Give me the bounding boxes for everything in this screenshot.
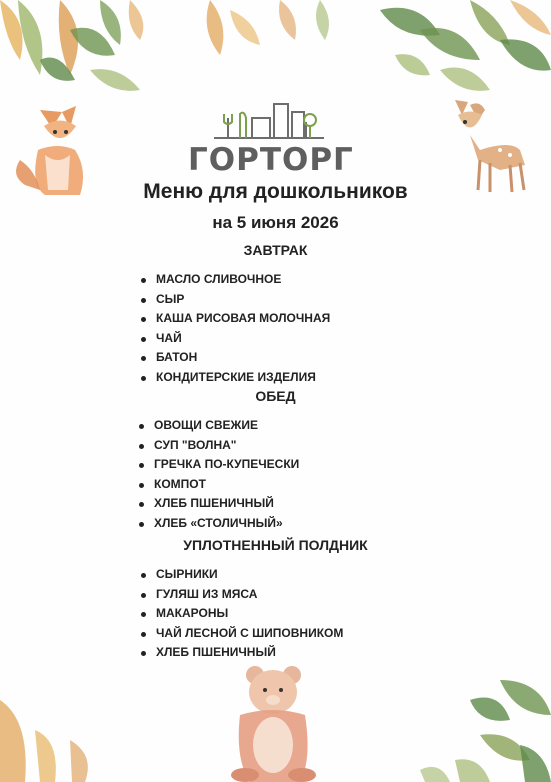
section-title-breakfast: ЗАВТРАК xyxy=(243,242,308,258)
menu-date: на 5 июня 2026 xyxy=(212,213,339,232)
deer-illustration xyxy=(455,100,525,192)
breakfast-list xyxy=(138,270,330,387)
list-item: ЧАЙ ЛЕСНОЙ С ШИПОВНИКОМ xyxy=(138,624,343,644)
bottom-left-leaves xyxy=(0,700,88,782)
top-left-leaves xyxy=(0,0,143,91)
list-item: СЫР xyxy=(138,290,330,310)
list-item: КАША РИСОВАЯ МОЛОЧНАЯ xyxy=(138,309,330,329)
section-title-lunch: ОБЕД xyxy=(255,388,296,404)
list-item: МАКАРОНЫ xyxy=(138,604,343,624)
list-item: КОМПОТ xyxy=(136,475,299,495)
list-item: ХЛЕБ ПШЕНИЧНЫЙ xyxy=(136,494,299,514)
list-item: ГРЕЧКА ПО-КУПЕЧЕСКИ xyxy=(136,455,299,475)
lunch-list xyxy=(136,416,299,533)
list-item: СУП "ВОЛНА" xyxy=(136,436,299,456)
list-item: БАТОН xyxy=(138,348,330,368)
top-right-leaves xyxy=(380,0,551,91)
city-fork-logo-icon xyxy=(188,100,348,144)
list-item: СЫРНИКИ xyxy=(138,565,343,585)
list-item: ХЛЕБ «СТОЛИЧНЫЙ» xyxy=(136,514,299,534)
snack-list xyxy=(138,565,343,663)
page-title: Меню для дошкольников xyxy=(143,180,408,203)
bear-illustration xyxy=(231,666,316,782)
list-item: ХЛЕБ ПШЕНИЧНЫЙ xyxy=(138,643,343,663)
list-item: ОВОЩИ СВЕЖИЕ xyxy=(136,416,299,436)
top-center-leaves xyxy=(207,0,329,55)
list-item: МАСЛО СЛИВОЧНОЕ xyxy=(138,270,330,290)
bottom-right-leaves xyxy=(420,680,551,782)
list-item: ГУЛЯШ ИЗ МЯСА xyxy=(138,585,343,605)
section-title-snack: УПЛОТНЕННЫЙ ПОЛДНИК xyxy=(183,537,368,553)
list-item: КОНДИТЕРСКИЕ ИЗДЕЛИЯ xyxy=(138,368,330,388)
list-item: ЧАЙ xyxy=(138,329,330,349)
brand-logo xyxy=(188,100,354,180)
brand-name: ГОРТОРГ xyxy=(188,142,354,178)
